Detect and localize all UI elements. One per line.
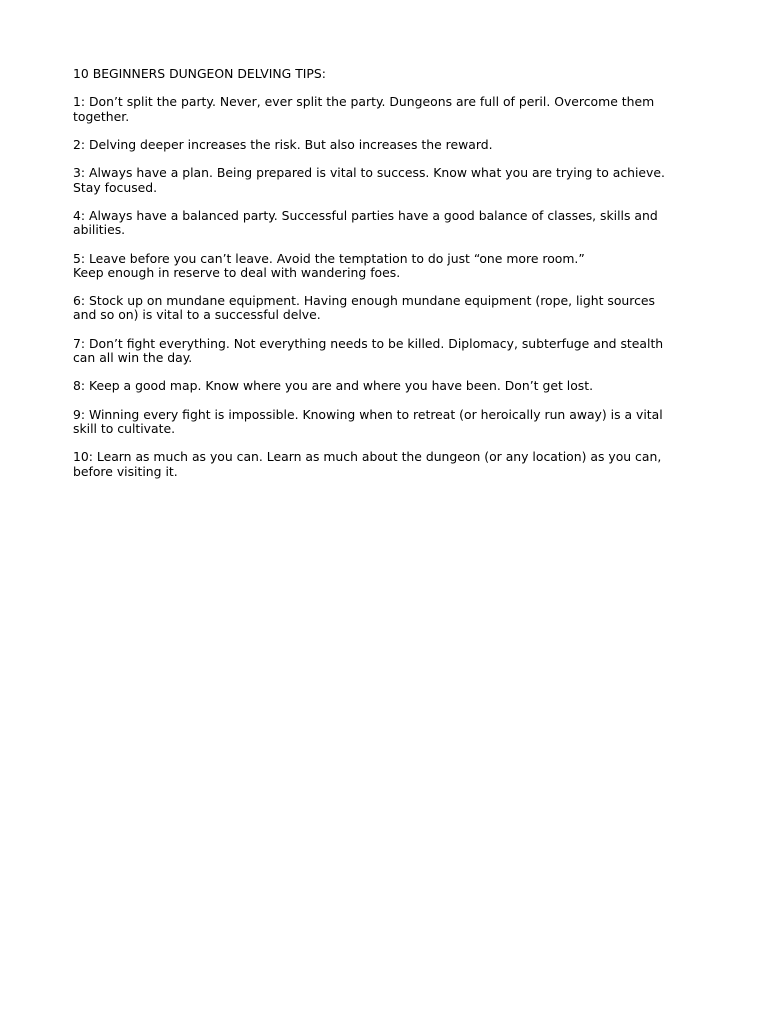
tip-5: 5: Leave before you can’t leave. Avoid the temptation to do just “one more room.” Keep enough in reserve to deal with wandering foes. bbox=[73, 250, 585, 280]
document-title: 10 BEGINNERS DUNGEON DELVING TIPS: bbox=[73, 66, 326, 81]
tip-1: 1: Don’t split the party. Never, ever split the party. Dungeons are full of peril. Overcome them together. bbox=[73, 94, 655, 124]
document-page bbox=[73, 67, 703, 493]
tip-6: 6: Stock up on mundane equipment. Having enough mundane equipment (rope, light sources and so on) is vital to a successful delve. bbox=[73, 293, 655, 323]
tip-8: 8: Keep a good map. Know where you are and where you have been. Don’t get lost. bbox=[73, 378, 594, 394]
tip-9: 9: Winning every fight is impossible. Knowing when to retreat (or heroically run away) is a vital skill to cultivate. bbox=[73, 406, 663, 436]
tip-10: 10: Learn as much as you can. Learn as much about the dungeon (or any location) as you can, before visiting it. bbox=[73, 449, 662, 479]
tip-4: 4: Always have a balanced party. Successful parties have a good balance of classes, skills and abilities. bbox=[73, 207, 658, 238]
tip-2: 2: Delving deeper increases the risk. But also increases the reward. bbox=[73, 136, 493, 152]
tip-3: 3: Always have a plan. Being prepared is vital to success. Know what you are trying to achieve. Stay focused. bbox=[73, 165, 665, 195]
tip-7: 7: Don’t fight everything. Not everything needs to be killed. Diplomacy, subterfuge and stealth can all win the day. bbox=[73, 335, 664, 365]
